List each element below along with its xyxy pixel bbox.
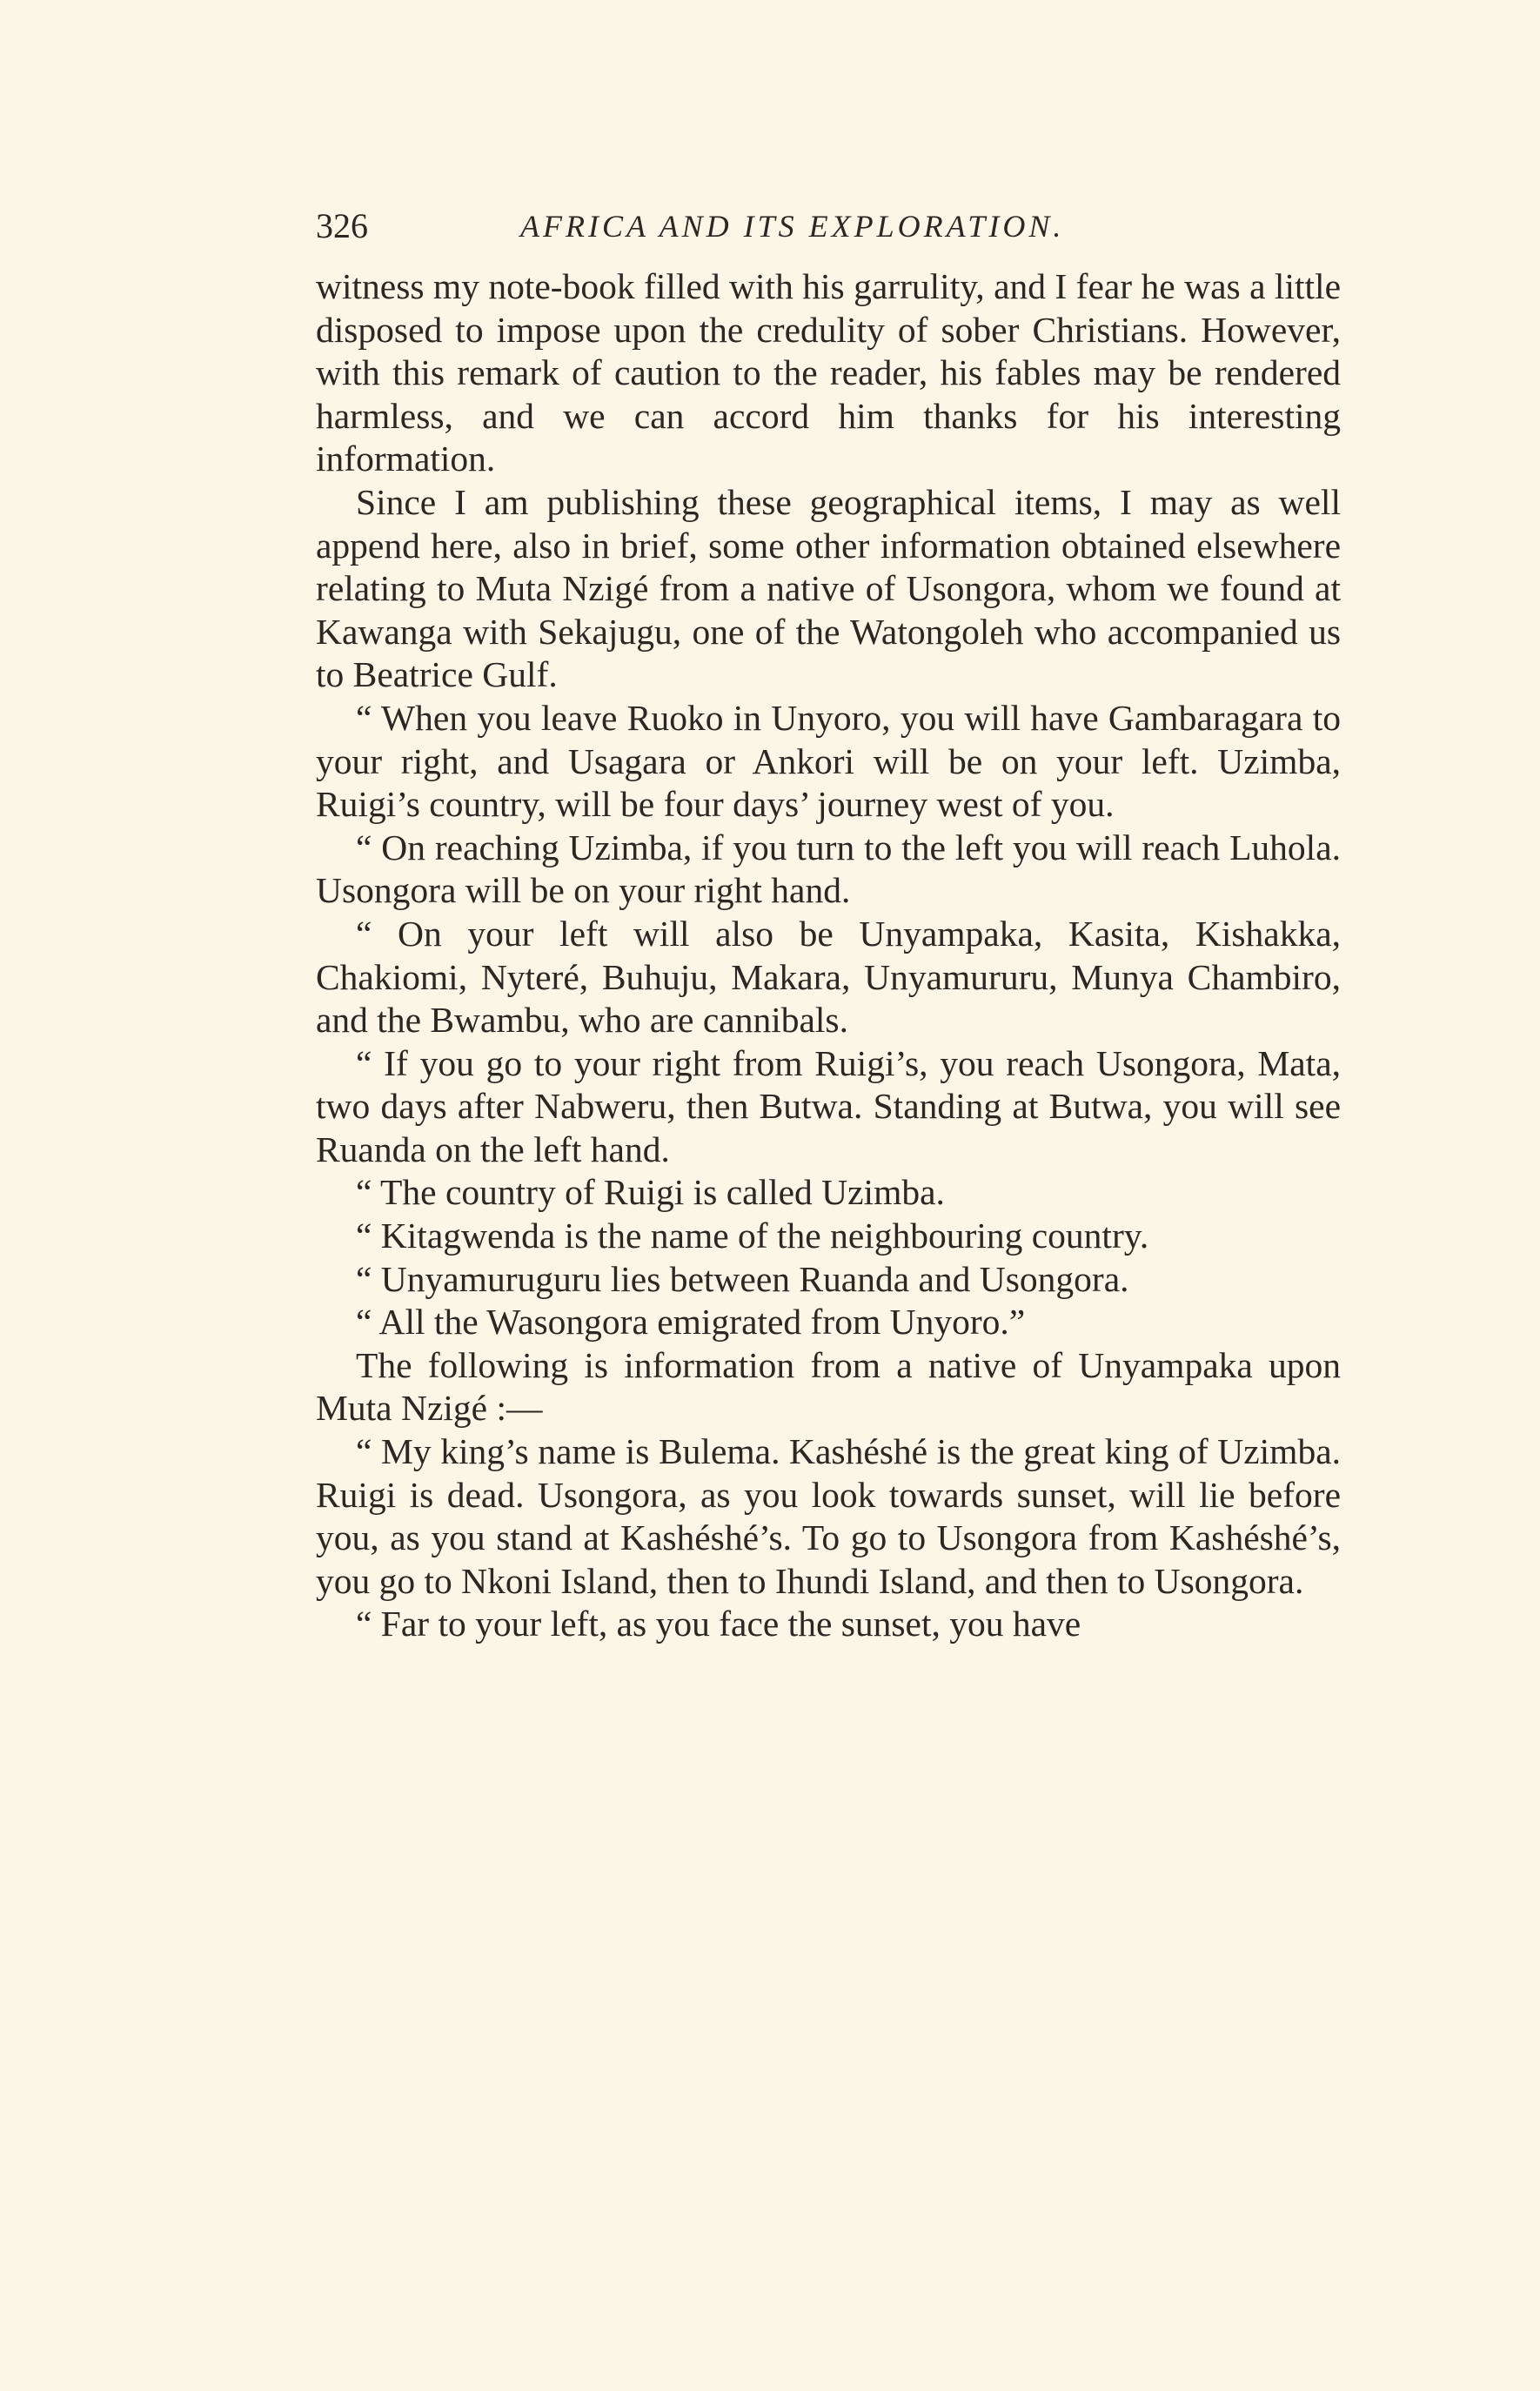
paragraph: The following is information from a native of Unyampaka upon Muta Nzigé :—	[316, 1344, 1341, 1429]
paragraph: “ Unyamuruguru lies between Ruanda and Usongora.	[356, 1258, 1129, 1299]
body-text	[316, 265, 1341, 1646]
running-head	[316, 200, 1341, 252]
paragraph: Since I am publishing these geographical items, I may as well append here, also in brief, some other information obtained elsewhere relating to Muta Nzigé from a native of Usongora, whom we found at Kawanga with Sekajugu, one of the Watongoleh who accompanied us to Beatrice Gulf.	[316, 481, 1341, 695]
paragraph: “ Kitagwenda is the name of the neighbouring country.	[356, 1216, 1149, 1256]
paragraph: “ On reaching Uzimba, if you turn to the left you will reach Luhola. Usongora will be on your right hand.	[316, 827, 1341, 911]
page-number: 326	[316, 206, 368, 245]
paragraph: “ When you leave Ruoko in Unyoro, you will have Gambaragara to your right, and Usagara or Ankori will be on your left. Uzimba, Ruigi’s country, will be four days’ journey west of you.	[316, 697, 1341, 825]
book-title: AFRICA AND ITS EXPLORATION.	[520, 209, 1065, 244]
paragraph: “ The country of Ruigi is called Uzimba.	[356, 1172, 945, 1213]
paragraph: “ If you go to your right from Ruigi’s, you reach Usongora, Mata, two days after Nabweru, then Butwa. Standing at Butwa, you will see Ruanda on the left hand.	[316, 1042, 1341, 1169]
paragraph: “ On your left will also be Unyampaka, Kasita, Kishakka, Chakiomi, Nyteré, Buhuju, Makara, Unyamururu, Munya Chambiro, and the Bwambu, who are cannibals.	[316, 913, 1341, 1041]
paragraph: “ All the Wasongora emigrated from Unyoro.”	[356, 1302, 1026, 1343]
paragraph: “ My king’s name is Bulema. Kashéshé is the great king of Uzimba. Ruigi is dead. Usongora, as you look towards sunset, will lie before you, as you stand at Kashéshé’s. To go to Usongora from Kashéshé’s, you go to Nkoni Island, then to Ihundi Island, and then to Usongora.	[316, 1431, 1341, 1601]
paragraph-continued: witness my note-book filled with his garrulity, and I fear he was a little disposed to impose upon the credulity of sober Christians. However, with this remark of caution to the reader, his fables may be rendered harmless, and we can accord him thanks for his interesting information.	[316, 266, 1341, 479]
paragraph-continues: “ Far to your left, as you face the sunset, you have	[356, 1604, 1081, 1644]
